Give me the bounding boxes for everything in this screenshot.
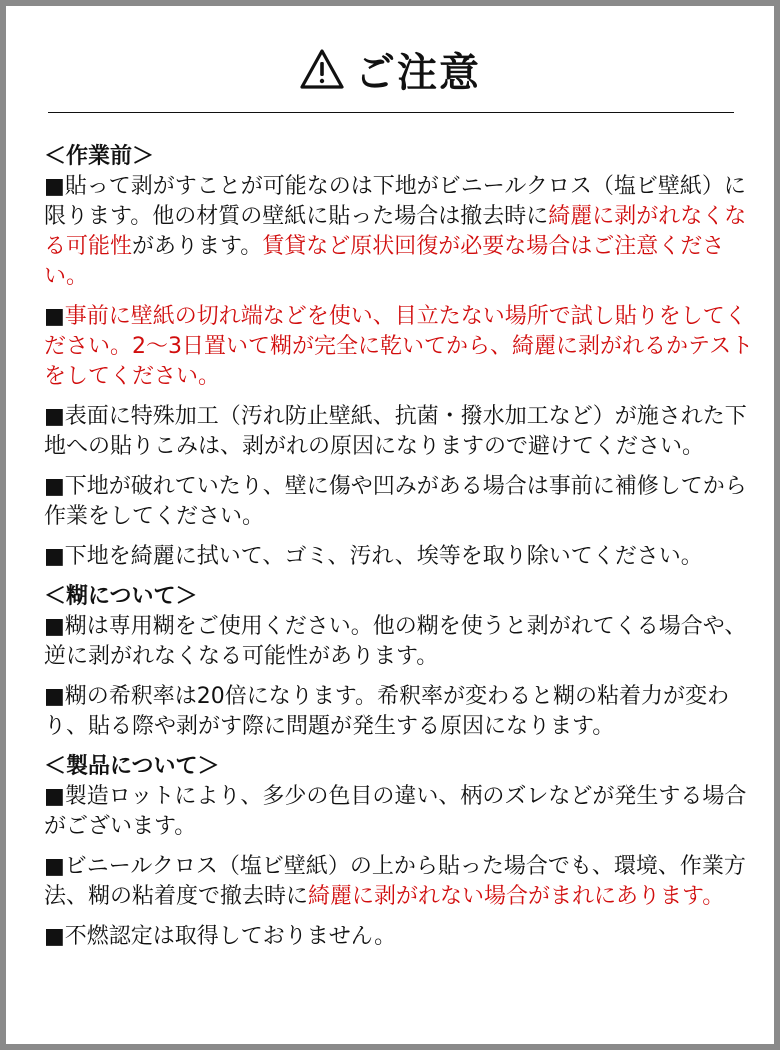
paragraph-text: ■ビニールクロス（塩ビ壁紙）の上から貼った場合でも、環境、作業方法、糊の粘着度で撤去時に <box>44 854 746 909</box>
page-title: ご注意 <box>355 49 481 96</box>
notice-paragraph <box>44 682 766 742</box>
warning-triangle-icon <box>299 48 345 90</box>
paragraph-text: ■下地が破れていたり、壁に傷や凹みがある場合は事前に補修してから作業をしてください。 <box>44 474 747 529</box>
notice-paragraph <box>44 302 766 392</box>
notice-content <box>44 138 766 962</box>
notice-section <box>44 752 766 952</box>
notice-paragraph <box>44 172 766 292</box>
notice-paragraph <box>44 402 766 462</box>
notice-header <box>6 38 774 100</box>
notice-section <box>44 142 766 572</box>
paragraph-text: ■糊は専用糊をご使用ください。他の糊を使うと剥がれてくる場合や、逆に剥がれなくなる可能性があります。 <box>44 614 747 669</box>
notice-paragraph <box>44 922 766 952</box>
paragraph-text: ■下地を綺麗に拭いて、ゴミ、汚れ、埃等を取り除いてください。 <box>44 544 703 569</box>
highlighted-text: 事前に壁紙の切れ端などを使い、目立たない場所で試し貼りをしてください。2〜3日置いて糊が完全に乾いてから、綺麗に剥がれるかテストをしてください。 <box>44 304 754 389</box>
highlighted-text: 綺麗に剥がれない場合がまれにあります。 <box>308 884 725 909</box>
notice-paragraph <box>44 472 766 532</box>
section-heading: ＜作業前＞ <box>44 144 155 169</box>
notice-paragraph <box>44 542 766 572</box>
paragraph-text: ■製造ロットにより、多少の色目の違い、柄のズレなどが発生する場合がございます。 <box>44 784 747 839</box>
paragraph-text: ■表面に特殊加工（汚れ防止壁紙、抗菌・撥水加工など）が施された下地への貼りこみは、剥がれの原因になりますので避けてください。 <box>44 404 747 459</box>
notice-card <box>6 6 774 1044</box>
paragraph-text: があります。 <box>132 234 263 259</box>
notice-section <box>44 582 766 742</box>
paragraph-text: ■不燃認定は取得しておりません。 <box>44 924 397 949</box>
section-heading: ＜糊について＞ <box>44 584 198 609</box>
notice-paragraph <box>44 612 766 672</box>
paragraph-text: ■糊の希釈率は20倍になります。希釈率が変わると糊の粘着力が変わり、貼る際や剥がす際に問題が発生する原因になります。 <box>44 684 730 739</box>
highlighted-text: 賃貸など原状回復が必要な場合はご注意ください。 <box>44 234 725 289</box>
title-divider <box>48 112 734 113</box>
paragraph-text: ■ <box>44 304 65 329</box>
section-heading: ＜製品について＞ <box>44 754 220 779</box>
paragraph-text: ■貼って剥がすことが可能なのは下地がビニールクロス（塩ビ壁紙）に限ります。他の材質の壁紙に貼った場合は撤去時に <box>44 174 746 229</box>
notice-paragraph <box>44 782 766 842</box>
highlighted-text: 綺麗に剥がれなくなる可能性 <box>44 204 747 259</box>
notice-paragraph <box>44 852 766 912</box>
